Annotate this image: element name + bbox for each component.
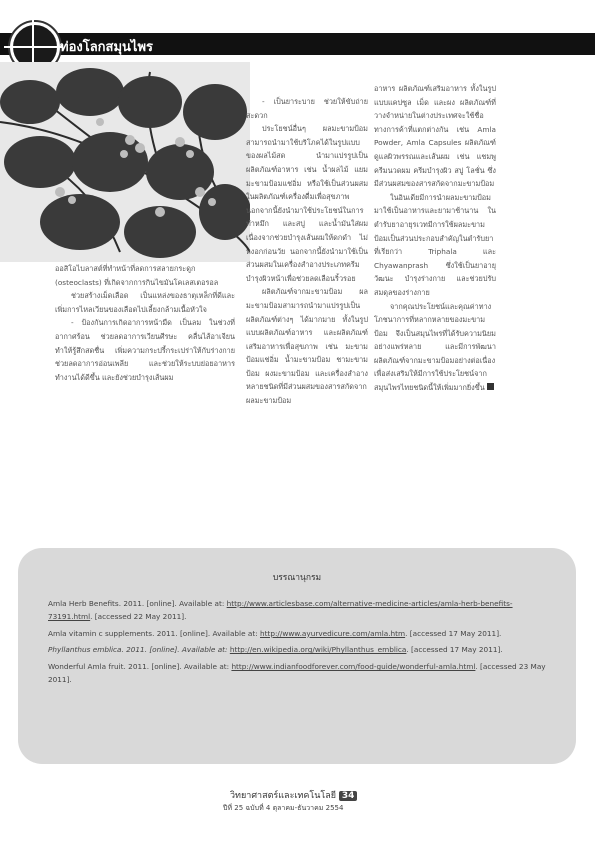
end-of-article-mark-icon <box>487 383 494 390</box>
journal-name: วิทยาศาสตร์และเทคโนโลยี <box>230 791 337 801</box>
paragraph: ผลิตภัณฑ์จากมะขามป้อม ผลมะขามป้อมสามารถนำมาแปรรูปเป็นผลิตภัณฑ์ต่างๆ ได้มากมาย ทั้งในรูปแบบผลิตภัณฑ์อาหาร และผลิตภัณฑ์เสริมอาหารเพื่อสุขภาพ เช่น มะขามป้อมแช่อิ่ม น้ำมะขามป้อม ชามะขามป้อม ผงมะขามป้อม และเครื่องสำอางหลายชนิดที่มีส่วนผสมของสารสกัดจากผลมะขามป้อม <box>246 287 368 406</box>
references-box <box>18 548 576 764</box>
references-list <box>48 598 548 691</box>
reference-text: Amla vitamin c supplements. 2011. [online]. Available at: <box>48 628 260 638</box>
footer-issue: ปีที่ 25 ฉบับที่ 4 ตุลาคม-ธันวาคม 2554 <box>223 804 344 812</box>
article-column-3 <box>374 82 496 395</box>
amla-branch-photo <box>0 62 250 262</box>
paragraph: - เป็นยาระบาย ช่วยให้ขับถ่ายสะดวก <box>246 97 368 120</box>
reference-text: Phyllanthus emblica. 2011. [online]. Available at: <box>48 645 230 655</box>
paragraph: - ป้องกันการเกิดอาการหน้ามืด เป็นลม ในช่วงที่อากาศร้อน ช่วยลดอาการเวียนศีรษะ คลื่นไส้อาเจียน ทำให้รู้สึกสดชื่น เพิ่มความกระปรี้กระเปร่าให้กับร่างกาย ช่วยลดอาการอ่อนเพลีย และช่วยให้ระบบย่อยอาหารทำงานได้ดีขึ้น และยังช่วยบำรุงเส้นผม <box>55 318 235 382</box>
paragraph: ประโยชน์อื่นๆ ผลมะขามป้อมสามารถนำมาใช้บริโภคได้ในรูปแบบของผลไม้สด นำมาแปรรูปเป็นผลิตภัณฑ์อาหาร เช่น น้ำผลไม้ แยม มะขามป้อมแช่อิ่ม หรือใช้เป็นส่วนผสมในผลิตภัณฑ์เครื่องดื่มเพื่อสุขภาพ นอกจากนี้ยังนำมาใช้ประโยชน์ในการทำหมึก และสบู่ และน้ำมันใส่ผม เนื่องจากช่วยบำรุงเส้นผมให้ดกดำ ไม่หงอกก่อนวัย นอกจากนี้ยังนำมาใช้เป็นส่วนผสมในเครื่องสำอางประเภทครีมบำรุงผิวหน้าเพื่อช่วยลดเลือนริ้วรอย <box>246 124 368 283</box>
paragraph: อาหาร ผลิตภัณฑ์เสริมอาหาร ทั้งในรูปแบบแคปซูล เม็ด และผง ผลิตภัณฑ์ที่วางจำหน่ายในต่างประเทศจะใช้ชื่อทางการค้าที่แตกต่างกัน เช่น Amla Powder, Amla Capsules ผลิตภัณฑ์ดูแลผิวพรรณและเส้นผม เช่น แชมพู ครีมนวดผม ครีมบำรุงผิว สบู่ โลชั่น ซึ่งมีส่วนผสมของสารสกัดจากมะขามป้อม <box>374 84 496 189</box>
paragraph <box>374 300 496 395</box>
paragraph: ออสิโอไบลาสต์ที่ทำหน้าที่ลดการสลายกระดูก (osteoclasts) ที่เกิดจากการกินไขมันโคเลสเตอรอล <box>55 264 219 287</box>
page-number: 34 <box>339 791 358 801</box>
reference-accessed: . [accessed 23 May 2011]. <box>48 662 546 684</box>
reference-text: Amla Herb Benefits. 2011. [online]. Available at: <box>48 599 227 608</box>
reference-accessed: . [accessed 17 May 2011]. <box>405 628 502 638</box>
reference-accessed: . [accessed 22 May 2011]. <box>90 611 187 621</box>
reference-link[interactable]: http://en.wikipedia.org/wiki/Phyllanthus_emblica <box>229 645 407 655</box>
reference-item <box>48 598 548 624</box>
reference-text: Wonderful Amla fruit. 2011. [online]. Available at: <box>48 662 232 672</box>
reference-link[interactable]: http://www.ayurvedicure.com/amla.htm <box>260 628 406 638</box>
reference-item <box>48 628 548 641</box>
reference-link[interactable]: http://www.articlesbase.com/alternative-medicine-articles/amla-herb-benefits-73191.html <box>48 599 513 621</box>
article-column-2 <box>246 95 368 408</box>
paragraph-text: จากคุณประโยชน์และคุณค่าทางโภชนาการที่หลากหลายของมะขามป้อม จึงเป็นสมุนไพรที่ได้รับความนิยมอย่างแพร่หลาย และมีการพัฒนาผลิตภัณฑ์จากมะขามป้อมอย่างต่อเนื่อง เพื่อส่งเสริมให้มีการใช้ประโยชน์จากสมุนไพรไทยชนิดนี้ให้เพิ่มมากยิ่งขึ้น <box>374 301 496 393</box>
paragraph: ในอินเดียมีการนำผลมะขามป้อมมาใช้เป็นอาหารและยามาช้านาน ในตำรับยาอายุรเวทมีการใช้ผลมะขามป้อมเป็นส่วนประกอบสำคัญในตำรับยาที่เรียกว่า Triphala และ Chyawanprash ซึ่งใช้เป็นยาอายุวัฒนะ บำรุงร่างกาย และช่วยปรับสมดุลของร่างกาย <box>374 192 496 297</box>
reference-link[interactable]: http://www.indianfoodforever.com/food-guide/wonderful-amla.html <box>231 662 476 672</box>
reference-accessed: . [accessed 17 May 2011]. <box>406 645 503 655</box>
footer-journal <box>230 788 357 802</box>
references-title: บรรณานุกรม <box>272 573 322 583</box>
paragraph: ช่วยสร้างเม็ดเลือด เป็นแหล่งของธาตุเหล็กที่ดีและเพิ่มการไหลเวียนของเลือดไปเลี้ยงกล้ามเนื้อหัวใจ <box>55 291 235 314</box>
article-column-1 <box>55 262 235 384</box>
reference-item <box>48 661 548 687</box>
reference-item <box>48 644 548 657</box>
section-title: ท่องโลกสมุนไพร <box>60 40 154 55</box>
